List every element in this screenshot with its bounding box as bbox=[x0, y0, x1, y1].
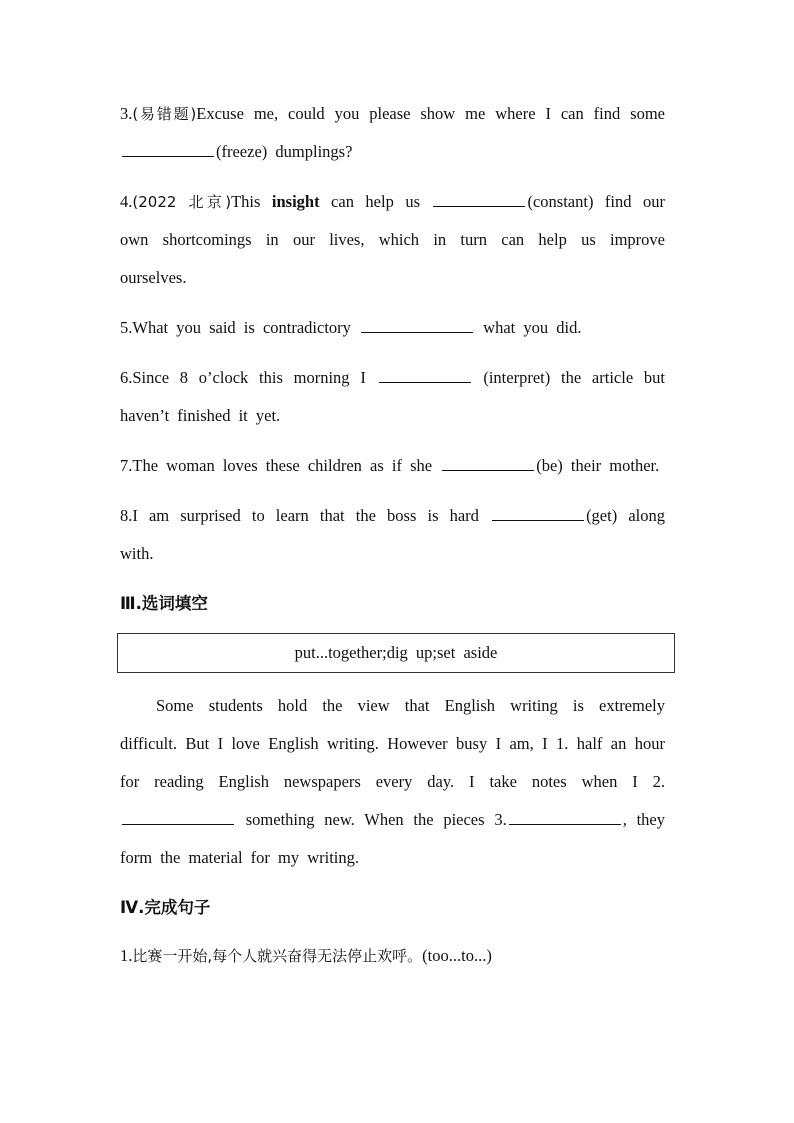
section-3-passage bbox=[120, 687, 665, 877]
question-text: their mother. bbox=[562, 456, 660, 475]
question-number: 4. bbox=[120, 192, 133, 211]
bold-keyword: insight bbox=[271, 192, 320, 211]
answer-blank[interactable] bbox=[442, 452, 534, 471]
answer-blank[interactable] bbox=[122, 806, 234, 825]
answer-blank[interactable] bbox=[492, 502, 584, 521]
answer-blank[interactable] bbox=[361, 314, 473, 333]
passage-text: , they form the material for my writing. bbox=[120, 810, 665, 867]
word-hint: (be) bbox=[536, 456, 563, 475]
answer-blank[interactable] bbox=[433, 188, 525, 207]
question-text: dumplings? bbox=[267, 142, 353, 161]
passage-text: Some students hold the view that English writing is extremely difficult. But I love English writing. However busy I am, I 1. half an hour for reading English newspapers every day. I take notes when I 2. bbox=[120, 696, 665, 791]
section-3-title: Ⅲ.选词填空 bbox=[120, 594, 208, 613]
answer-blank[interactable] bbox=[509, 806, 621, 825]
question-8 bbox=[120, 497, 665, 573]
section-4-title: Ⅳ.完成句子 bbox=[120, 898, 211, 917]
word-hint: (constant) bbox=[527, 192, 594, 211]
word-bank-box: put...together;dig up;set aside bbox=[117, 633, 675, 673]
word-hint: (interpret) bbox=[472, 368, 551, 387]
question-number: 1. bbox=[120, 946, 133, 965]
question-text: along with. bbox=[120, 506, 665, 563]
question-text: the article but haven’t finished it yet. bbox=[120, 368, 665, 425]
question-6 bbox=[120, 359, 665, 435]
question-text: 5.What you said is contradictory bbox=[120, 318, 351, 337]
question-tag: (易错题) bbox=[132, 105, 197, 123]
answer-blank[interactable] bbox=[122, 138, 214, 157]
question-text: Excuse me, could you please show me where I can find some bbox=[196, 104, 665, 123]
answer-blank[interactable] bbox=[379, 364, 471, 383]
question-text: 6.Since 8 o’clock this morning I bbox=[120, 368, 366, 387]
word-hint: (too...to...) bbox=[422, 946, 492, 965]
question-text: what you did. bbox=[475, 318, 582, 337]
question-text: can help us bbox=[319, 192, 420, 211]
question-5 bbox=[120, 309, 665, 347]
question-text: 7.The woman loves these children as if she bbox=[120, 456, 433, 475]
passage-text: something new. When the pieces 3. bbox=[236, 810, 507, 829]
question-text: find our own shortcomings in our lives, which in turn can help us improve ourselves. bbox=[120, 192, 665, 287]
worksheet-page bbox=[120, 95, 665, 987]
question-text: This bbox=[231, 192, 272, 211]
question-7 bbox=[120, 447, 665, 485]
word-hint: (get) bbox=[586, 506, 618, 525]
question-4 bbox=[120, 183, 665, 297]
question-text: 比赛一开始,每个人就兴奋得无法停止欢呼。 bbox=[132, 947, 423, 965]
word-hint: (freeze) bbox=[216, 142, 268, 161]
section-4-question-1 bbox=[120, 937, 665, 975]
question-tag: (2022 北京) bbox=[132, 193, 232, 211]
question-number: 3. bbox=[120, 104, 133, 123]
question-3 bbox=[120, 95, 665, 171]
question-text: 8.I am surprised to learn that the boss is hard bbox=[120, 506, 479, 525]
